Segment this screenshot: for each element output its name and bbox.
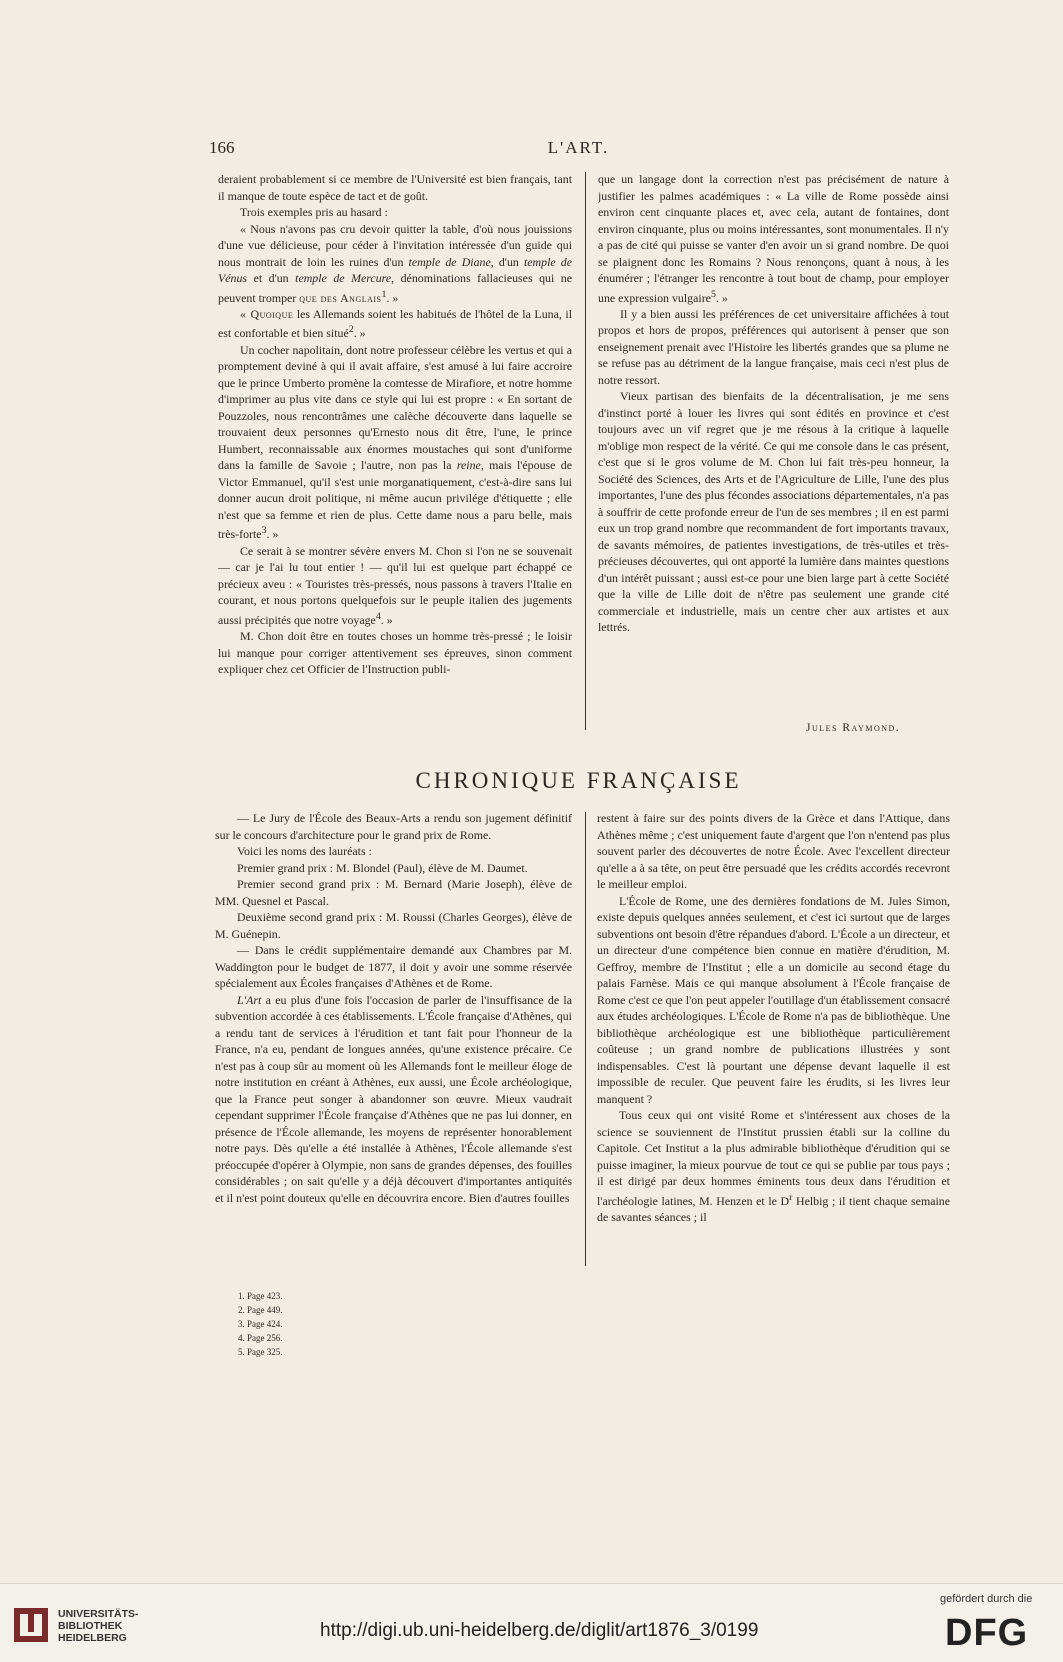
footnotes: [238, 1289, 283, 1359]
footnote-ref: 4: [375, 610, 381, 622]
paragraph: Trois exemples pris au hasard :: [240, 205, 388, 219]
footnote-ref: 3: [261, 525, 267, 537]
paragraph: Vieux partisan des bienfaits de la décentralisation, je me sens d'instinct porté à louer les livres qui sont édités en province et c'est toujours avec un vif regret que je me résous à la critique à laquelle m'oblige mon respect de la vérité. Ce qui me console dans le cas présent, c'est que si le gros volume de M. Chon lui fait très-peu honneur, la Société des Sciences, des Arts et de l'Agriculture de Lille, l'une des plus importantes, l'une des plus fécondes associations départementales, n'a pas à souffrir de cette profonde erreur de l'un de ses membres ; il en est parmi eux un trop grand nombre que recommandent de fort importants travaux, de savants mémoires, de patientes investigations, de très-utiles et très-précieuses découvertes, qui ont apporté la lumière dans maintes questions d'un intérêt puissant ; aussi est-ce pour une bien large part à cette Société que la ville de Lille doit de n'être pas seulement une grande cité commerciale et industrielle, mais un centre cher aux artistes et aux lettrés.: [598, 389, 949, 635]
footnote: 2. Page 449.: [238, 1305, 283, 1315]
footnote: 1. Page 423.: [238, 1291, 283, 1301]
author-signature: Jules Raymond.: [806, 722, 901, 734]
article-column-right: [598, 171, 949, 729]
paragraph: L'École de Rome, une des dernières fondations de M. Jules Simon, existe depuis quelques années seulement, et c'est ici surtout que de larges subventions ont besoin d'être répandues d'abord. L'École a un directeur, et un directeur d'une compétence bien connue en matière d'érudition, M. Geffroy, membre de l'Institut ; elle a un domicile au second étage du palais Farnèse. Mais ce qui manque absolument à l'École française de Rome c'est ce que l'on peut appeler l'outillage d'un établissement consacré aux études archéologiques. L'École de Rome n'a pas de bibliothèque. Une bibliothèque archéologique est une bibliothèque particulièrement coûteuse ; un grand nombre de publications illustrées y sont indispensables. C'est là pourtant une dépense devant laquelle il est impossible de reculer. Que peuvent faire les érudits, si les livres leur manquent ?: [597, 893, 950, 1106]
paragraph: — Dans le crédit supplémentaire demandé aux Chambres par M. Waddington pour le budget de 1877, il doit y avoir une somme réservée spécialement aux Écoles françaises d'Athènes et de Rome.: [215, 943, 572, 990]
viewer-footer: [0, 1583, 1063, 1662]
footnote: 5. Page 325.: [238, 1347, 283, 1357]
section-title: CHRONIQUE FRANÇAISE: [415, 768, 742, 793]
sponsor-text: gefördert durch die: [940, 1593, 1033, 1605]
dfg-logo[interactable]: DFG: [945, 1612, 1029, 1654]
footnote-ref: 2: [348, 324, 354, 336]
paragraph: « Nous n'avons pas cru devoir quitter la table, d'où nous jouissions d'une vue délicieuse, pour céder à l'invitation intéressée d'un guide qui nous montrait de loin les ruines d'un temple de Diane, d'un temple de Vénus et d'un temple de Mercure, dénominations fallacieuses qui ne peuvent tromper que des Anglais$^1$. »: [218, 221, 572, 305]
permalink-url[interactable]: http://digi.ub.uni-heidelberg.de/diglit/art1876_3/0199: [320, 1620, 759, 1641]
footnote-ref: 5: [710, 288, 716, 300]
library-name[interactable]: UNIVERSITÄTS- BIBLIOTHEK HEIDELBERG: [58, 1608, 139, 1644]
paragraph: Premier second grand prix : M. Bernard (Marie Joseph), élève de MM. Quesnel et Pascal.: [215, 877, 572, 908]
column-divider: [585, 812, 586, 1266]
column-divider: [585, 172, 586, 730]
paragraph: restent à faire sur des points divers de la Grèce et dans l'Attique, dans Athènes même ; c'est uniquement faute d'argent que l'on n'entend pas plus souvent parler des découvertes de notre École. Avec l'excellent directeur qu'elle a à sa tête, on peut être persuadé que les crédits accordés recevront le meilleur emploi.: [597, 811, 950, 891]
paragraph: M. Chon doit être en toutes choses un homme très-pressé ; le loisir lui manque pour corriger attentivement ses épreuves, sinon comment expliquer chez cet Officier de l'Instruction publi-: [218, 629, 572, 677]
paragraph: « Quoique les Allemands soient les habitués de l'hôtel de la Luna, il est confortable et bien situé$^2$. »: [218, 306, 572, 341]
paragraph: Un cocher napolitain, dont notre professeur célèbre les vertus et qui a promptement deviné à qui il avait affaire, s'est amusé à lui faire accroire que le prince Umberto promène la comtesse de Mirafiore, et notre homme d'imprimer au plus vite dans ce style qui lui est propre : « En sortant de Pouzzoles, nous rencontrâmes une calèche découverte dans laquelle se trouvaient deux personnes qu'Ernesto nous dit être, l'une, le prince Humbert, reconnaissable aux énormes moustaches qui sont d'uniforme dans la famille de Savoie ; l'autre, non pas la reine, mais l'épouse de Victor Emmanuel, qu'il s'est unie morganatiquement, c'est-à-dire sans lui donner aucun droit politique, ni même aucun privilége d'étiquette ; elle n'est que sa femme et rien de plus. Cette dame nous a paru belle, mais très-forte$^3$. »: [218, 342, 572, 542]
paragraph: Ce serait à se montrer sévère envers M. Chon si l'on ne se souvenait — car je l'ai lu tout entier ! — qu'il lui est quelque part échappé ce précieux aveu : « Touristes très-pressés, nous passons à travers l'Italie en courant, et nous portons quelquefois sur le peuple italien des jugements aussi précipités que notre voyage$^4$. »: [218, 543, 572, 627]
running-title: L'ART.: [547, 138, 610, 157]
university-library-logo-icon[interactable]: [12, 1606, 50, 1644]
paragraph: deraient probablement si ce membre de l'Université est bien français, tant il manque de toute espèce de tact et de goût.: [218, 172, 572, 203]
footnote-ref: 1: [381, 288, 387, 300]
paragraph: Premier grand prix : M. Blondel (Paul), élève de M. Daumet.: [237, 860, 528, 875]
paragraph: Tous ceux qui ont visité Rome et s'intéressent aux choses de la science se souviennent de l'Institut prussien établi sur la colline du Capitole. Cet Institut a la plus admirable bibliothèque d'érudition qui se puisse imaginer, la mieux pourvue de tout ce qui se publie par tous pays ; il est dirigé par deux hommes éminents tous deux dans l'érudition et l'archéologie latines, M. Henzen et le $D^r$ Helbig ; il tient chaque semaine de savantes séances ; il: [597, 1108, 950, 1224]
paragraph: Il y a bien aussi les préférences de cet universitaire affichées à tout propos et hors de propos, préférences qui autorisent à penser que son enseignement prenait avec l'Histoire les libertés grandes que sa plume ne se refuse pas au détriment de la langue française, mais ceci n'est plus de notre ressort.: [598, 306, 949, 387]
chronicle-column-right: [597, 810, 950, 1266]
footnote: 3. Page 424.: [238, 1319, 283, 1329]
chronicle-column-left: [215, 810, 572, 1266]
page-header: [209, 138, 948, 162]
paragraph: que un langage dont la correction n'est pas précisément de nature à justifier les palmes académiques : « La ville de Rome possède ainsi environ cent cinquante places et, avec cela, autant de fontaines, dont environ cinquante, plus ou moins intéressantes, sont monumentales. Il n'y a pas de cité qui puisse se vanter d'en avoir un si grand nombre. De quoi se plaignent donc les Romains ? Nous renonçons, quant à nous, à les énumérer ; l'étranger les rencontre à tout bout de champ, pour employer une expression vulgaire$^5$. »: [598, 172, 949, 305]
paragraph: Voici les noms des lauréats :: [237, 844, 372, 858]
page-number: 166: [209, 138, 235, 157]
paragraph: L'Art a eu plus d'une fois l'occasion de parler de l'insuffisance de la subvention accordée à ces établissements. L'École française d'Athènes, qui a rendu tant de services à l'érudition et tant fait pour l'honneur de la France, n'a eu, pendant de longues années, qu'une existence précaire. Ce n'est pas à coup sûr au moment où les Allemands font le meilleur éloge de notre institution en créant à Athènes, eux aussi, une École archéologique, que la France peut songer à abandonner son œuvre. Mieux vaudrait cependant supprimer l'École française d'Athènes que ne pas lui donner, en présence de l'École allemande, les moyens de représenter honorablement notre pays. Dès qu'elle a été installée à Athènes, l'École allemande s'est préoccupée d'opérer à Olympie, non sans de grandes dépenses, des fouilles considérables ; on sait qu'elle y a déjà découvert d'importantes antiquités et il n'est point douteux qu'elle en découvrira encore. Bien d'autres fouilles: [215, 992, 572, 1205]
paragraph: Deuxième second grand prix : M. Roussi (Charles Georges), élève de M. Guénepin.: [215, 910, 572, 941]
footnote: 4. Page 256.: [238, 1333, 283, 1343]
article-column-left: [218, 171, 572, 729]
paragraph: — Le Jury de l'École des Beaux-Arts a rendu son jugement définitif sur le concours d'architecture pour le grand prix de Rome.: [215, 811, 572, 842]
